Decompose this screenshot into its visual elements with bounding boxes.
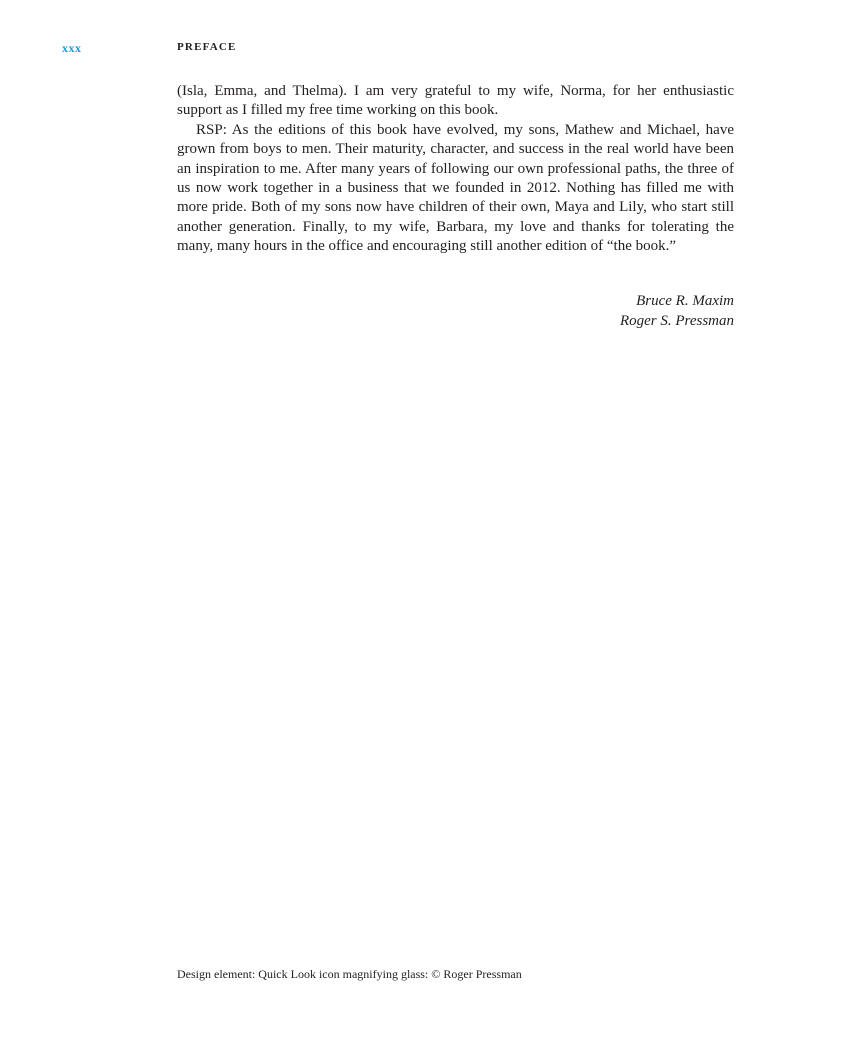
body-text <box>177 82 734 257</box>
design-credit: Design element: Quick Look icon magnifying glass: © Roger Pressman <box>177 967 522 981</box>
paragraph-2: RSP: As the editions of this book have evolved, my sons, Mathew and Michael, have grown from boys to men. Their maturity, character, and success in the real world have been an inspiration to me. After many years of following our own professional paths, the three of us now work together in a business that we founded in 2012. Nothing has filled me with more pride. Both of my sons now have children of their own, Maya and Lily, who start still another generation. Finally, to my wife, Barbara, my love and thanks for tolerating the many, many hours in the office and encouraging still another edition of “the book.” <box>177 121 734 255</box>
signature-block <box>620 292 734 331</box>
signature-author-2: Roger S. Pressman <box>619 312 734 329</box>
page-number: xxx <box>62 41 82 55</box>
signature-author-1: Bruce R. Maxim <box>636 293 734 309</box>
paragraph-1: (Isla, Emma, and Thelma). I am very grateful to my wife, Norma, for her enthusiastic support as I filled my free time working on this book. <box>177 83 734 119</box>
running-head: PREFACE <box>177 41 237 53</box>
